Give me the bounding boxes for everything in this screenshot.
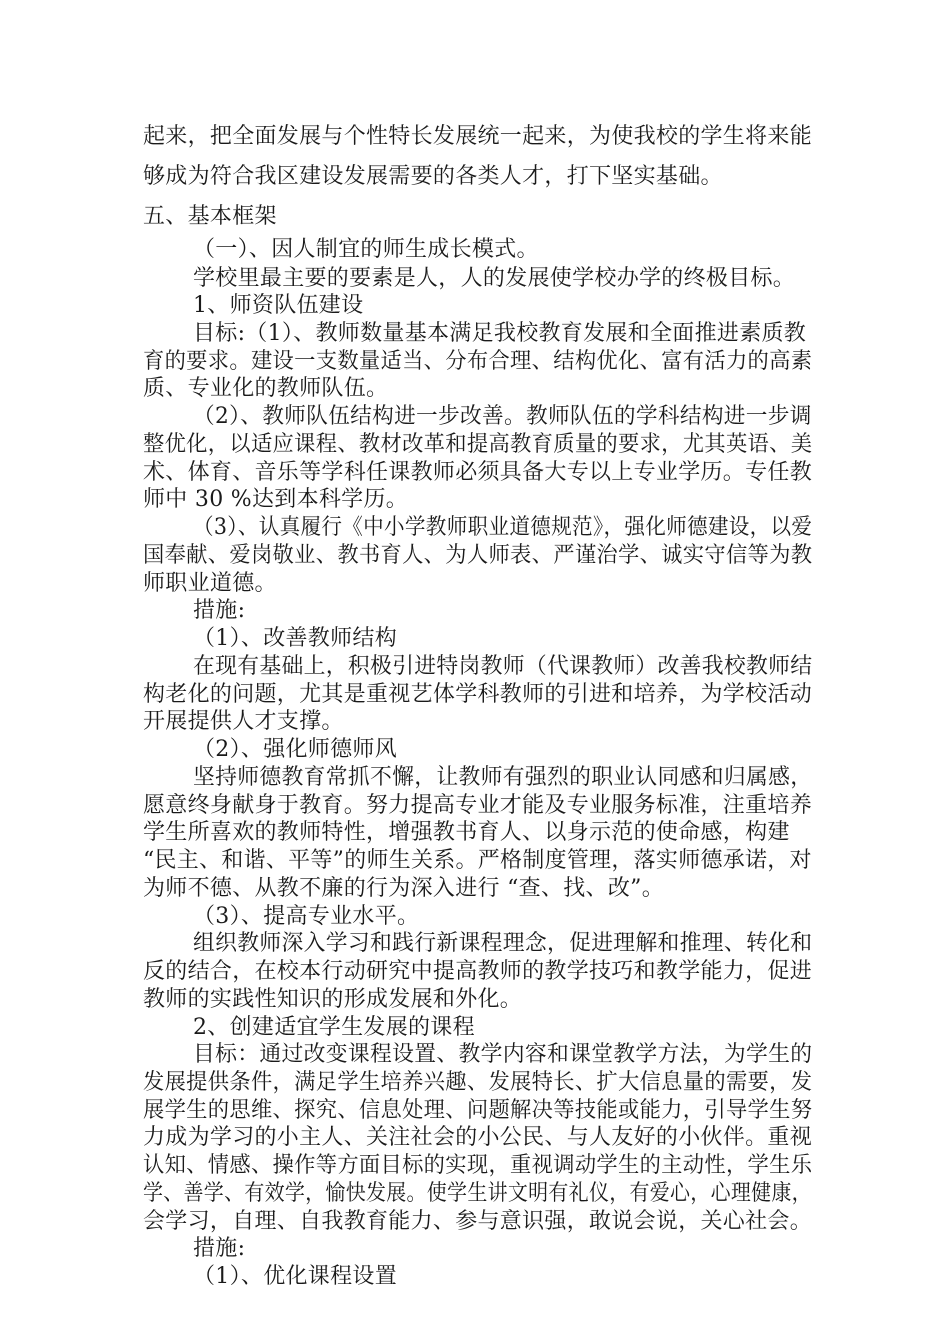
text-line: 质、专业化的教师队伍。 <box>143 376 389 401</box>
text-line: 力成为学习的小主人、关注社会的小公民、与人友好的小伙伴。重视 <box>143 1125 813 1150</box>
text-line: 反的结合，在校本行动研究中提高教师的教学技巧和教学能力，促进 <box>143 959 813 984</box>
text-line: 起来，把全面发展与个性特长发展统一起来，为使我校的学生将来能 <box>143 124 813 149</box>
text-line: 国奉献、爱岗敬业、教书育人、为人师表、严谨治学、诚实守信等为教 <box>143 543 813 568</box>
text-line: 师中 30 %达到本科学历。 <box>143 487 409 512</box>
text-line: 目标:（1）、教师数量基本满足我校教育发展和全面推进素质教 <box>193 321 807 346</box>
measures-label: 措施: <box>193 1236 246 1261</box>
section-heading: 五、基本框架 <box>143 204 277 229</box>
text-line: 师职业道德。 <box>143 571 277 596</box>
text-line: “民主、和谐、平等”的师生关系。严格制度管理，落实师德承诺，对 <box>143 848 812 873</box>
text-line: （3）、认真履行《中小学教师职业道德规范》，强化师德建设，以爱 <box>193 515 813 540</box>
subsection-heading: 2、创建适宜学生发展的课程 <box>193 1015 475 1040</box>
subsection-heading: （一）、因人制宜的师生成长模式。 <box>193 237 539 262</box>
text-line: 组织教师深入学习和践行新课程理念，促进理解和推理、转化和 <box>193 931 813 956</box>
text-line: 育的要求。建设一支数量适当、分布合理、结构优化、富有活力的高素 <box>143 349 813 374</box>
text-line: 发展提供条件，满足学生培养兴趣、发展特长、扩大信息量的需要，发 <box>143 1070 813 1095</box>
subsection-heading: 1、师资队伍建设 <box>193 293 364 318</box>
text-line: （2）、教师队伍结构进一步改善。教师队伍的学科结构进一步调 <box>193 404 812 429</box>
text-line: 坚持师德教育常抓不懈，让教师有强烈的职业认同感和归属感， <box>193 765 813 790</box>
item-heading: （3）、提高专业水平。 <box>193 904 420 929</box>
measures-label: 措施: <box>193 598 246 623</box>
text-line: 目标：通过改变课程设置、教学内容和课堂教学方法，为学生的 <box>193 1042 813 1067</box>
text-line: 展学生的思维、探究、信息处理、问题解决等技能或能力，引导学生努 <box>143 1098 813 1123</box>
text-line: 够成为符合我区建设发展需要的各类人才，打下坚实基础。 <box>143 164 723 189</box>
text-line: 在现有基础上，积极引进特岗教师（代课教师）改善我校教师结 <box>193 654 813 679</box>
text-line: 学校里最主要的要素是人，人的发展使学校办学的终极目标。 <box>193 266 796 291</box>
text-line: 构老化的问题，尤其是重视艺体学科教师的引进和培养，为学校活动 <box>143 682 813 707</box>
text-line: 学、善学、有效学，愉快发展。使学生讲文明有礼仪，有爱心，心理健康， <box>143 1181 812 1206</box>
text-line: 开展提供人才支撑。 <box>143 709 344 734</box>
text-line: 为师不德、从教不廉的行为深入进行 “查、找、改”。 <box>143 876 664 901</box>
text-line: 教师的实践性知识的形成发展和外化。 <box>143 987 523 1012</box>
item-heading: （2）、强化师德师风 <box>193 737 397 762</box>
text-line: 认知、情感、操作等方面目标的实现，重视调动学生的主动性，学生乐 <box>143 1153 813 1178</box>
item-heading: （1）、优化课程设置 <box>193 1264 397 1289</box>
item-heading: （1）、改善教师结构 <box>193 626 397 651</box>
text-line: 术、体育、音乐等学科任课教师必须具备大专以上专业学历。专任教 <box>143 460 813 485</box>
text-line: 会学习，自理、自我教育能力、参与意识强，敢说会说，关心社会。 <box>143 1209 813 1234</box>
text-line: 愿意终身献身于教育。努力提高专业才能及专业服务标准，注重培养 <box>143 793 813 818</box>
text-line: 整优化，以适应课程、教材改革和提高教育质量的要求，尤其英语、美 <box>143 432 813 457</box>
text-line: 学生所喜欢的教师特性，增强教书育人、以身示范的使命感，构建 <box>143 820 790 845</box>
